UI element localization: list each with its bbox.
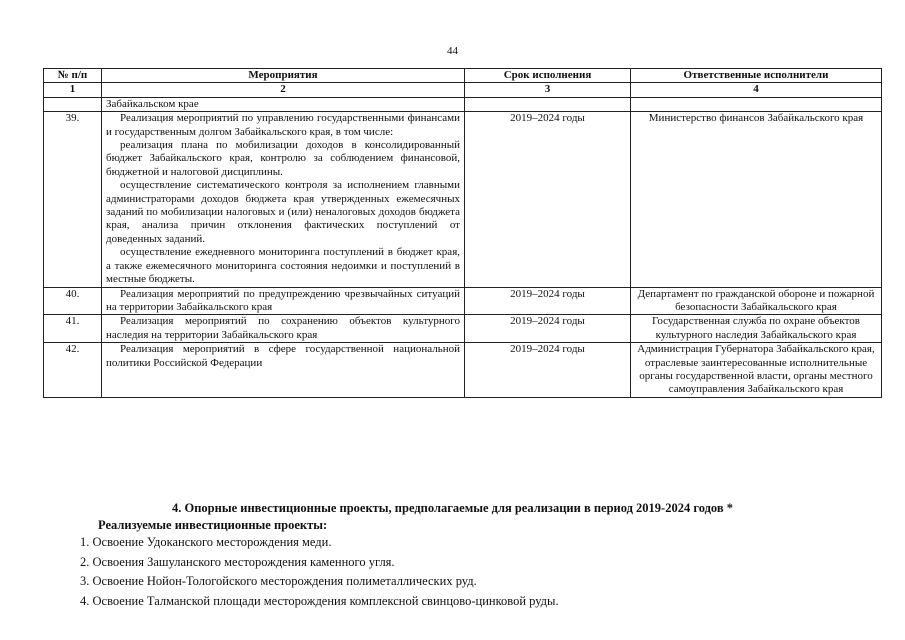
table-row-carryover (44, 97, 882, 111)
header-term: Срок исполнения (465, 69, 631, 83)
measure-paragraph: осуществление ежедневного мониторинга поступлений в бюджет края, а также ежемесячного мониторинга состояния недоимки и поступлений в местные бюджеты. (106, 246, 460, 286)
measure-paragraph: осуществление систематического контроля за исполнением главными администраторами доходов бюджета края утвержденных ежемесячных заданий по мобилизации налоговых и (или) неналоговых доходов бюджета края, анализа причин отклонения фактических поступлений от доведенных заданий. (106, 179, 460, 245)
measure-paragraph: Реализация мероприятий по предупреждению чрезвычайных ситуаций на территории Забайкальского края (106, 287, 460, 313)
row-term: 2019–2024 годы (465, 343, 631, 398)
row-executor: Департамент по гражданской обороне и пожарной безопасности Забайкальского края (631, 287, 882, 315)
empty-cell (631, 97, 882, 111)
list-item: 1. Освоение Удоканского месторождения меди. (80, 535, 332, 549)
row-executor: Администрация Губернатора Забайкальского края, отраслевые заинтересованные исполнительные органы государственной власти, органы местного самоуправления Забайкальского края (631, 343, 882, 398)
measure-paragraph: Реализация мероприятий по сохранению объектов культурного наследия на территории Забайкальского края (106, 315, 460, 341)
header-num: № п/п (44, 69, 102, 83)
row-term: 2019–2024 годы (465, 287, 631, 315)
list-item: 4. Освоение Талманской площади месторождения комплексной свинцово-цинковой руды. (80, 593, 559, 608)
column-number: 4 (631, 83, 882, 97)
page-number: 44 (447, 45, 458, 57)
row-measure (102, 287, 465, 315)
row-number: 39. (44, 112, 102, 287)
row-executor: Государственная служба по охране объектов культурного наследия Забайкальского края (631, 315, 882, 343)
empty-cell (44, 97, 102, 111)
row-measure (102, 112, 465, 287)
empty-cell (465, 97, 631, 111)
table-row (44, 112, 882, 287)
measure-paragraph: Реализация мероприятий в сфере государственной национальной политики Российской Федерации (106, 343, 460, 369)
header-measures: Мероприятия (102, 69, 465, 83)
row-measure (102, 315, 465, 343)
table-header-row (44, 69, 882, 83)
column-number: 2 (102, 83, 465, 97)
section-subtitle: Реализуемые инвестиционные проекты: (98, 518, 328, 532)
table-row (44, 287, 882, 315)
table-row (44, 315, 882, 343)
projects-list (80, 533, 559, 611)
row-number: 41. (44, 315, 102, 343)
carryover-text: Забайкальском крае (102, 97, 465, 111)
table-row (44, 343, 882, 398)
table-column-numbers-row (44, 83, 882, 97)
row-executor: Министерство финансов Забайкальского края (631, 112, 882, 287)
row-term: 2019–2024 годы (465, 112, 631, 287)
list-item: 3. Освоение Нойон-Тологойского месторождения полиметаллических руд. (80, 574, 477, 588)
list-item: 2. Освоения Зашуланского месторождения каменного угля. (80, 554, 395, 569)
section-title: 4. Опорные инвестиционные проекты, предполагаемые для реализации в период 2019-2024 годов * (172, 501, 733, 515)
column-number: 3 (465, 83, 631, 97)
row-measure (102, 343, 465, 398)
row-term: 2019–2024 годы (465, 315, 631, 343)
measures-table (43, 68, 882, 398)
column-number: 1 (44, 83, 102, 97)
row-number: 42. (44, 343, 102, 398)
row-number: 40. (44, 287, 102, 315)
measure-paragraph: Реализация мероприятий по управлению государственными финансами и государственным долгом Забайкальского края, в том числе: (106, 112, 460, 138)
header-executors: Ответственные исполнители (631, 69, 882, 83)
measure-paragraph: реализация плана по мобилизации доходов в консолидированный бюджет Забайкальского края, контролю за соблюдением финансовой, бюджетной и налоговой дисциплины. (106, 139, 460, 178)
